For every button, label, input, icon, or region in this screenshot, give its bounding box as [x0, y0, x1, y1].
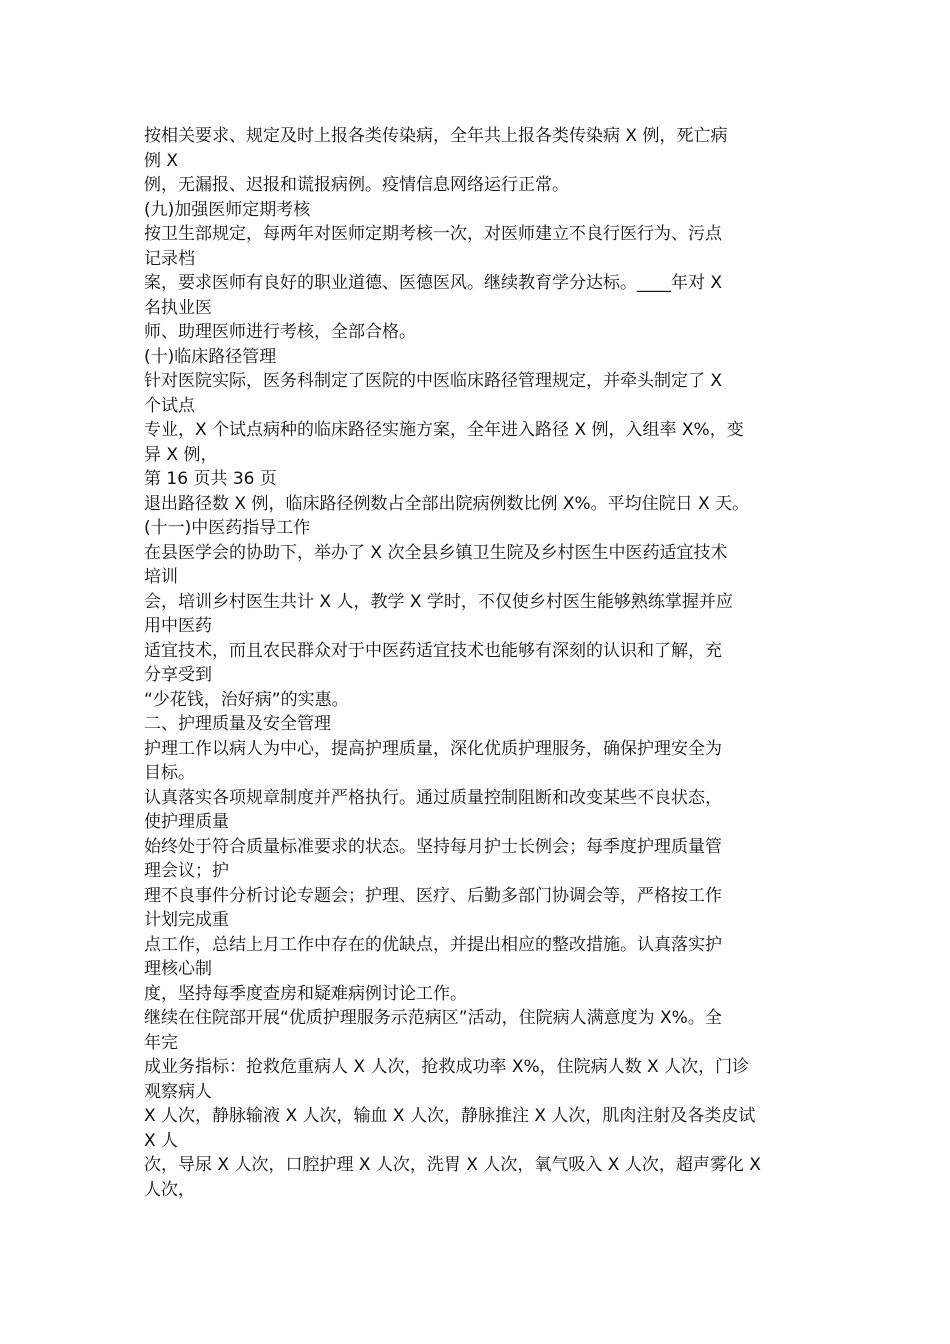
text-line: 认真落实各项规章制度并严格执行。通过质量控制阻断和改变某些不良状态，: [144, 787, 722, 808]
text-line: 针对医院实际，医务科制定了医院的中医临床路径管理规定，并牵头制定了 X: [144, 371, 723, 391]
text-line: 会，培训乡村医生共计 X 人，教学 X 学时，不仅使乡村医生能够熟练掌握并应: [144, 591, 733, 612]
text-line: X 人: [144, 1130, 179, 1151]
text-line: “少花钱，治好病”的实惠。: [144, 689, 349, 710]
text-line: 分享受到: [144, 665, 212, 685]
text-line: 度，坚持每季度查房和疑难病例讨论工作。: [144, 983, 467, 1004]
text-line: 专业，X 个试点病种的临床路径实施方案，全年进入路径 X 例，入组率 X%，变: [144, 420, 744, 440]
text-line: 培训: [144, 567, 178, 587]
text-line: 异 X 例，: [144, 444, 218, 465]
text-line: 退出路径数 X 例，临床路径例数占全部出院病例数比例 X%。平均住院日 X 天。: [144, 493, 750, 514]
text-line: 使护理质量: [144, 812, 229, 832]
section-heading: (十)临床路径管理: [144, 346, 277, 367]
text-line: 个试点: [144, 395, 195, 416]
text-line: 按相关要求、规定及时上报各类传染病，全年共上报各类传染病 X 例，死亡病: [144, 126, 728, 146]
text-line: 观察病人: [144, 1081, 212, 1102]
text-line: 记录档: [144, 248, 195, 269]
text-line: 例 X: [144, 150, 179, 171]
text-line: 在县医学会的协助下，举办了 X 次全县乡镇卫生院及乡村医生中医药适宜技术: [144, 542, 728, 563]
text-line: 案，要求医师有良好的职业道德、医德医风。继续教育学分达标。____年对 X: [144, 273, 723, 293]
text-line: 适宜技术，而且农民群众对于中医药适宜技术也能够有深刻的认识和了解，充: [144, 640, 722, 661]
text-line: 点工作，总结上月工作中存在的优缺点，并提出相应的整改措施。认真落实护: [144, 934, 722, 955]
text-line: 护理工作以病人为中心，提高护理质量，深化优质护理服务，确保护理安全为: [144, 738, 722, 759]
text-line: 例，无漏报、迟报和谎报病例。疫情信息网络运行正常。: [144, 175, 569, 195]
text-line: 用中医药: [144, 616, 212, 636]
text-line: 理不良事件分析讨论专题会；护理、医疗、后勤多部门协调会等，严格按工作: [144, 885, 722, 906]
text-line: X 人次，静脉输液 X 人次，输血 X 人次，静脉推注 X 人次，肌肉注射及各类皮试: [144, 1106, 756, 1126]
text-line: 次，导尿 X 人次，口腔护理 X 人次，洗胃 X 人次，氧气吸入 X 人次，超声雾化 X: [144, 1155, 761, 1175]
section-heading: (十一)中医药指导工作: [144, 518, 311, 538]
text-line: 按卫生部规定，每两年对医师定期考核一次，对医师建立不良行医行为、污点: [144, 224, 722, 244]
page-number: 第 16 页共 36 页: [144, 469, 277, 489]
text-line: 师、助理医师进行考核，全部合格。: [144, 322, 416, 342]
section-heading: 二、护理质量及安全管理: [144, 714, 331, 734]
text-line: 名执业医: [144, 297, 212, 318]
text-line: 理核心制: [144, 959, 212, 979]
text-line: 继续在住院部开展“优质护理服务示范病区”活动，住院病人满意度为 X%。全: [144, 1008, 722, 1028]
text-line: 年完: [144, 1032, 178, 1053]
text-line: 人次，: [144, 1179, 195, 1200]
section-heading: (九)加强医师定期考核: [144, 199, 311, 220]
text-line: 计划完成重: [144, 910, 229, 930]
text-line: 理会议；护: [144, 861, 229, 881]
document-body: [144, 124, 810, 1202]
text-line: 目标。: [144, 763, 195, 783]
text-line: 成业务指标：抢救危重病人 X 人次，抢救成功率 X%，住院病人数 X 人次，门诊: [144, 1057, 750, 1077]
text-line: 始终处于符合质量标准要求的状态。坚持每月护士长例会；每季度护理质量管: [144, 836, 722, 857]
